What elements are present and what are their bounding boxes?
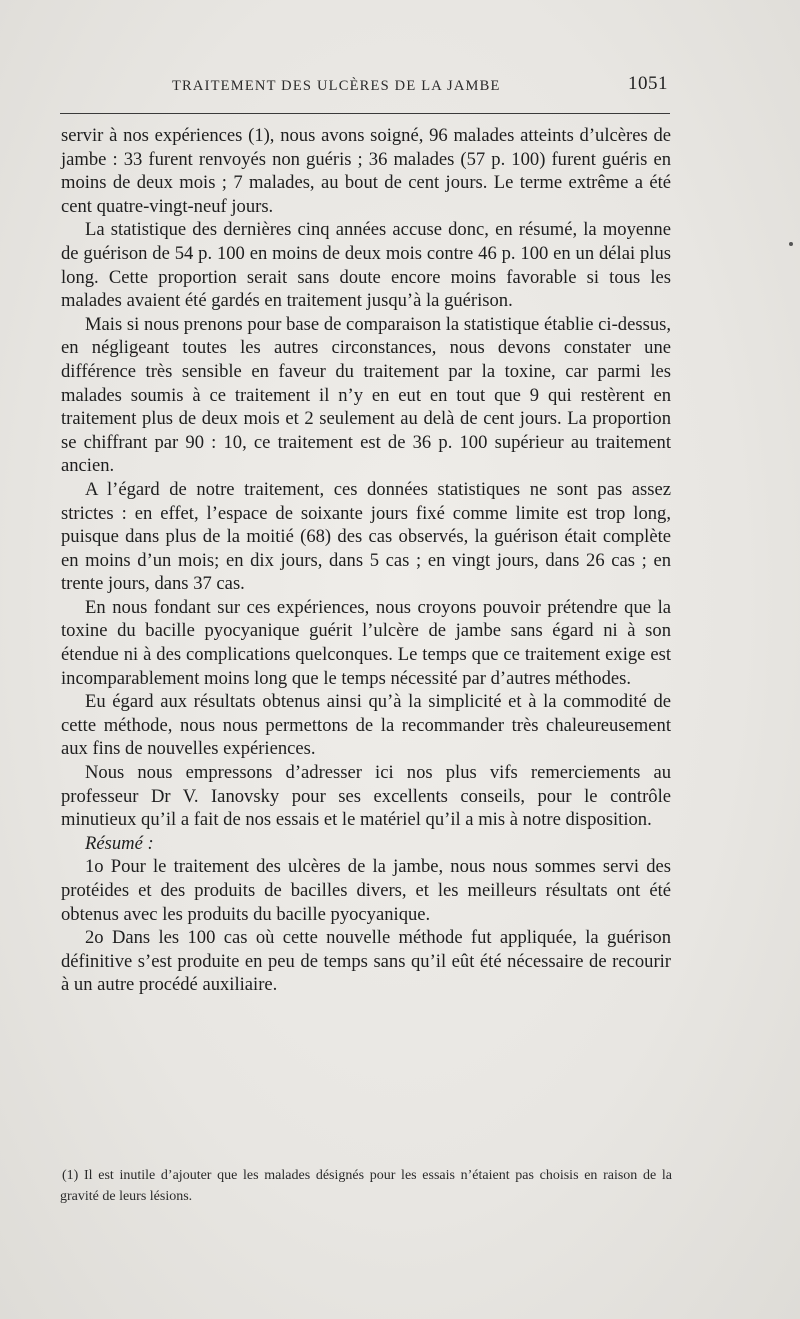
footnote-text: (1) Il est inutile d’ajouter que les malades désignés pour les essais n’étaient pas choisis en raison de la gravité de leurs lésions. [60,1168,672,1204]
header-rule [60,113,670,114]
paragraph-comparison: Mais si nous prenons pour base de comparaison la statistique établie ci-dessus, en négligeant toutes les autres circonstances, nous devons constater une différence très sensible en faveur du traitement par la toxine, car parmi les malades soumis à ce traitement il n’y en eut en tout que 9 qui restèrent en traitement plus de deux mois et 2 seulement au delà de cent jours. La proportion se chiffrant par 90 : 10, ce traitement est de 36 p. 100 supérieur au traitement ancien. [61,313,671,477]
paragraph-treatment-data: A l’égard de notre traitement, ces données statistiques ne sont pas assez strictes : en effet, l’espace de soixante jours fixé comme limite est trop long, puisque dans plus de la moitié (68) des cas observés, la guérison était complète en moins d’un mois; en dix jours, dans 5 cas ; en vingt jours, dans 26 cas ; en trente jours, dans 37 cas. [61,478,671,595]
page-number: 1051 [628,73,668,94]
article-body [61,124,671,997]
running-head [60,73,670,100]
running-title: TRAITEMENT DES ULCÈRES DE LA JAMBE [172,78,501,94]
footnote [60,1165,672,1207]
resume-heading: Résumé : [85,832,154,854]
resume-item-2: 2o Dans les 100 cas où cette nouvelle méthode fut appliquée, la guérison définitive s’est produite en peu de temps sans qu’il eût été nécessaire de recourir à un autre procédé auxiliaire. [61,927,671,996]
paragraph-continuation: servir à nos expériences (1), nous avons soigné, 96 malades atteints d’ulcères de jambe : 33 furent renvoyés non guéris ; 36 malades (57 p. 100) furent guéris en moins de deux mois ; 7 malades, au bout de cent jours. Le terme extrême a été cent quatre-vingt-neuf jours. [61,125,671,217]
paragraph-conclusion: En nous fondant sur ces expériences, nous croyons pouvoir prétendre que la toxine du bacille pyocyanique guérit l’ulcère de jambe sans égard ni à son étendue ni à des complications quelconques. Le temps que ce traitement exige est incomparablement moins long que le temps nécessité par d’autres méthodes. [61,596,671,689]
resume-item-1: 1o Pour le traitement des ulcères de la jambe, nous nous sommes servi des protéides et des produits de bacilles divers, et les meilleurs résultats ont été obtenus avec les produits du bacille pyocyanique. [61,856,671,925]
paragraph-recommendation: Eu égard aux résultats obtenus ainsi qu’à la simplicité et à la commodité de cette méthode, nous nous permettons de la recommander très chaleureusement aux fins de nouvelles expériences. [61,691,671,760]
paper-speck [789,242,793,246]
paragraph-acknowledgements: Nous nous empressons d’adresser ici nos plus vifs remerciements au professeur Dr V. Ianovsky pour ses excellents conseils, pour le contrôle minutieux qu’il a fait de nos essais et le matériel qu’il a mis à notre disposition. [61,762,671,831]
paragraph-statistics: La statistique des dernières cinq années accuse donc, en résumé, la moyenne de guérison de 54 p. 100 en moins de deux mois contre 46 p. 100 en un délai plus long. Cette proportion serait sans doute encore moins favorable si tous les malades avaient été gardés en traitement jusqu’à la guérison. [61,219,671,312]
